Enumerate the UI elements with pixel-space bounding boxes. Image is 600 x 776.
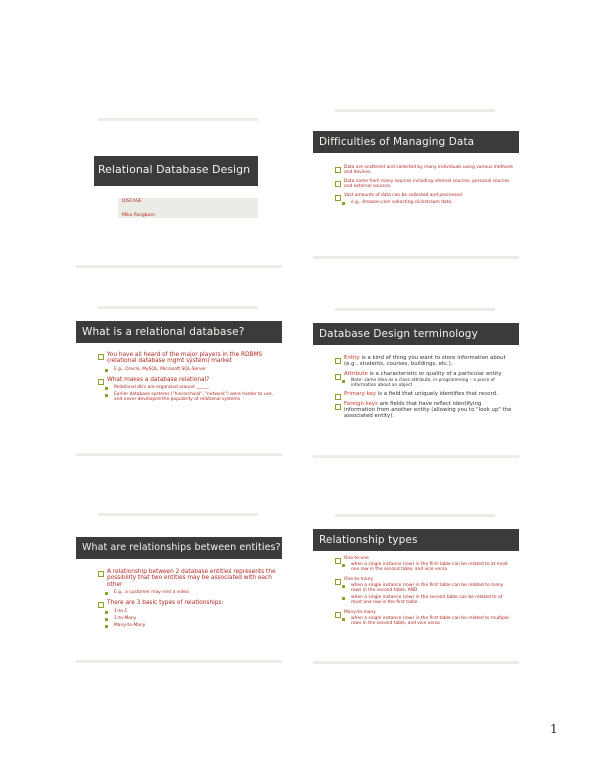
slide-1 — [76, 118, 282, 268]
bullet — [335, 165, 513, 175]
bullet — [335, 179, 513, 189]
sub-bullet-text: 1-to-Many — [114, 615, 137, 621]
sub-bullet-text: Note: same idea as a class attribute, in programming – a piece of information about an object — [351, 378, 495, 389]
term-entity: Entity — [344, 355, 360, 361]
bullet-text: One-to-one — [344, 556, 369, 561]
sub-bullet-text: Many-to-Many — [114, 622, 146, 628]
bullet-text: There are 3 basic types of relationships: — [107, 600, 224, 607]
sub-bullet-text: Relational db's are organized around ______ — [114, 385, 210, 391]
sub-bullet — [335, 595, 513, 605]
bullet-text: is a kind of thing you want to store information about (e.g., students, courses, buildings, etc.). — [344, 355, 506, 367]
slide-bottom-bar — [76, 265, 282, 268]
slide-bottom-bar — [313, 661, 519, 664]
slide-title-box — [94, 156, 258, 186]
bullet-text: are fields that have reflect identifying information from another entity (allowing you to "look up" the associated entity). — [344, 401, 512, 419]
slide-title: Relational Database Design — [98, 163, 251, 176]
sub-bullet-text: 1-to-1 — [114, 608, 128, 614]
term-primary-key: Primary key — [344, 391, 376, 398]
sub-bullet — [98, 385, 276, 390]
bullet-text: is a field that uniquely identifies that record. — [375, 391, 498, 398]
sub-bullet-text: E.g., Oracle, MySQL, Microsoft SQL-Server — [114, 366, 207, 372]
sub-bullet-text: when a single instance (row) in the first table can be related to many rows in the second table, AND — [351, 583, 504, 593]
sub-bullet — [98, 392, 276, 402]
slide-top-bar — [335, 514, 495, 517]
bullet — [335, 193, 513, 198]
sub-bullet — [98, 616, 276, 621]
bullet — [98, 569, 276, 588]
sub-bullet — [335, 616, 513, 626]
bullet — [335, 372, 513, 378]
term-attribute: Attribute — [344, 370, 368, 377]
slide-title: What are relationships between entities? — [76, 537, 282, 559]
bullet-text: You have all heard of the major players in the RDBMS (relational database mgmt system) market — [107, 352, 263, 365]
slide-bottom-bar — [313, 256, 519, 259]
slide-bottom-bar — [313, 455, 519, 458]
sub-bullet — [335, 562, 513, 572]
bullet-text: Vast amounts of data can be collected and processed — [344, 193, 462, 198]
bullet — [98, 352, 276, 365]
bullet — [335, 556, 513, 561]
slide-top-bar — [98, 306, 258, 309]
bullet-text: Data come from many sources including internal sources, personal sources and external sources. — [344, 179, 510, 189]
bullet — [335, 610, 513, 615]
sub-bullet-text: Earlier database systems ("hierarchical", "network") were harder to use, and never developed the popularity of relational systems — [114, 392, 274, 403]
sub-bullet-text: when a single instance (row) in the first table can be related to multiple rows in the second table, and vice versa — [351, 616, 509, 626]
sub-bullet-text: when a single instance (row) in the first table can be related to at most one row in the second table, and vice versa — [351, 562, 508, 572]
bullet — [98, 600, 276, 606]
slide-bottom-bar — [76, 453, 282, 456]
slide-title: Difficulties of Managing Data — [313, 131, 519, 153]
bullet-text: Data are scattered and collected by many individuals using various methods and devices. — [344, 165, 513, 175]
slide-content — [335, 356, 513, 424]
bullet — [335, 392, 513, 398]
page-number: 1 — [550, 722, 558, 736]
slide-title: What is a relational database? — [76, 321, 282, 343]
slide-content — [335, 165, 513, 207]
term-foreign-keys: Foreign keys — [344, 401, 378, 408]
sub-bullet — [98, 623, 276, 628]
slide-title: Database Design terminology — [313, 323, 519, 345]
slide-bottom-bar — [76, 660, 282, 663]
sub-bullet — [335, 200, 513, 205]
bullet-text: is a characteristic or quality of a particular entity — [367, 370, 502, 377]
course-name: DISCASE — [122, 199, 142, 204]
sub-bullet-text: when a single instance (row) in the second table can be related to at most one row in the first table — [351, 595, 503, 605]
slide-3 — [76, 306, 282, 456]
sub-bullet-text: e.g., Amazon.com collecting clickstream data — [351, 200, 452, 205]
slide-content — [335, 556, 513, 628]
bullet-text: A relationship between 2 database entities represents the possibility that two entities may be associated with each other — [107, 569, 276, 588]
slide-title: Relationship types — [313, 529, 519, 551]
author-name: Mike Pangburn — [122, 213, 156, 218]
sub-bullet — [335, 378, 513, 388]
slide-content — [98, 352, 276, 404]
bullet — [335, 577, 513, 582]
slide-5 — [76, 513, 282, 663]
sub-bullet — [98, 590, 276, 595]
sub-bullet-text: E.g., a customer may rent a video — [114, 590, 189, 596]
sub-bullet — [335, 583, 513, 593]
slide-4 — [313, 308, 519, 458]
bullet-text: What makes a database relational? — [107, 376, 210, 383]
sub-bullet — [98, 367, 276, 372]
slide-2 — [313, 109, 519, 259]
slide-top-bar — [98, 118, 258, 121]
bullet-text: Many-to-many — [344, 610, 376, 615]
slide-6 — [313, 514, 519, 664]
slide-top-bar — [98, 513, 258, 516]
sub-bullet — [98, 609, 276, 614]
slide-content — [98, 569, 276, 630]
slide-top-bar — [335, 109, 495, 112]
bullet — [335, 356, 513, 368]
bullet-text: One-to-many — [344, 577, 373, 582]
slide-top-bar — [335, 308, 495, 311]
bullet — [335, 402, 513, 419]
bullet — [98, 377, 276, 383]
